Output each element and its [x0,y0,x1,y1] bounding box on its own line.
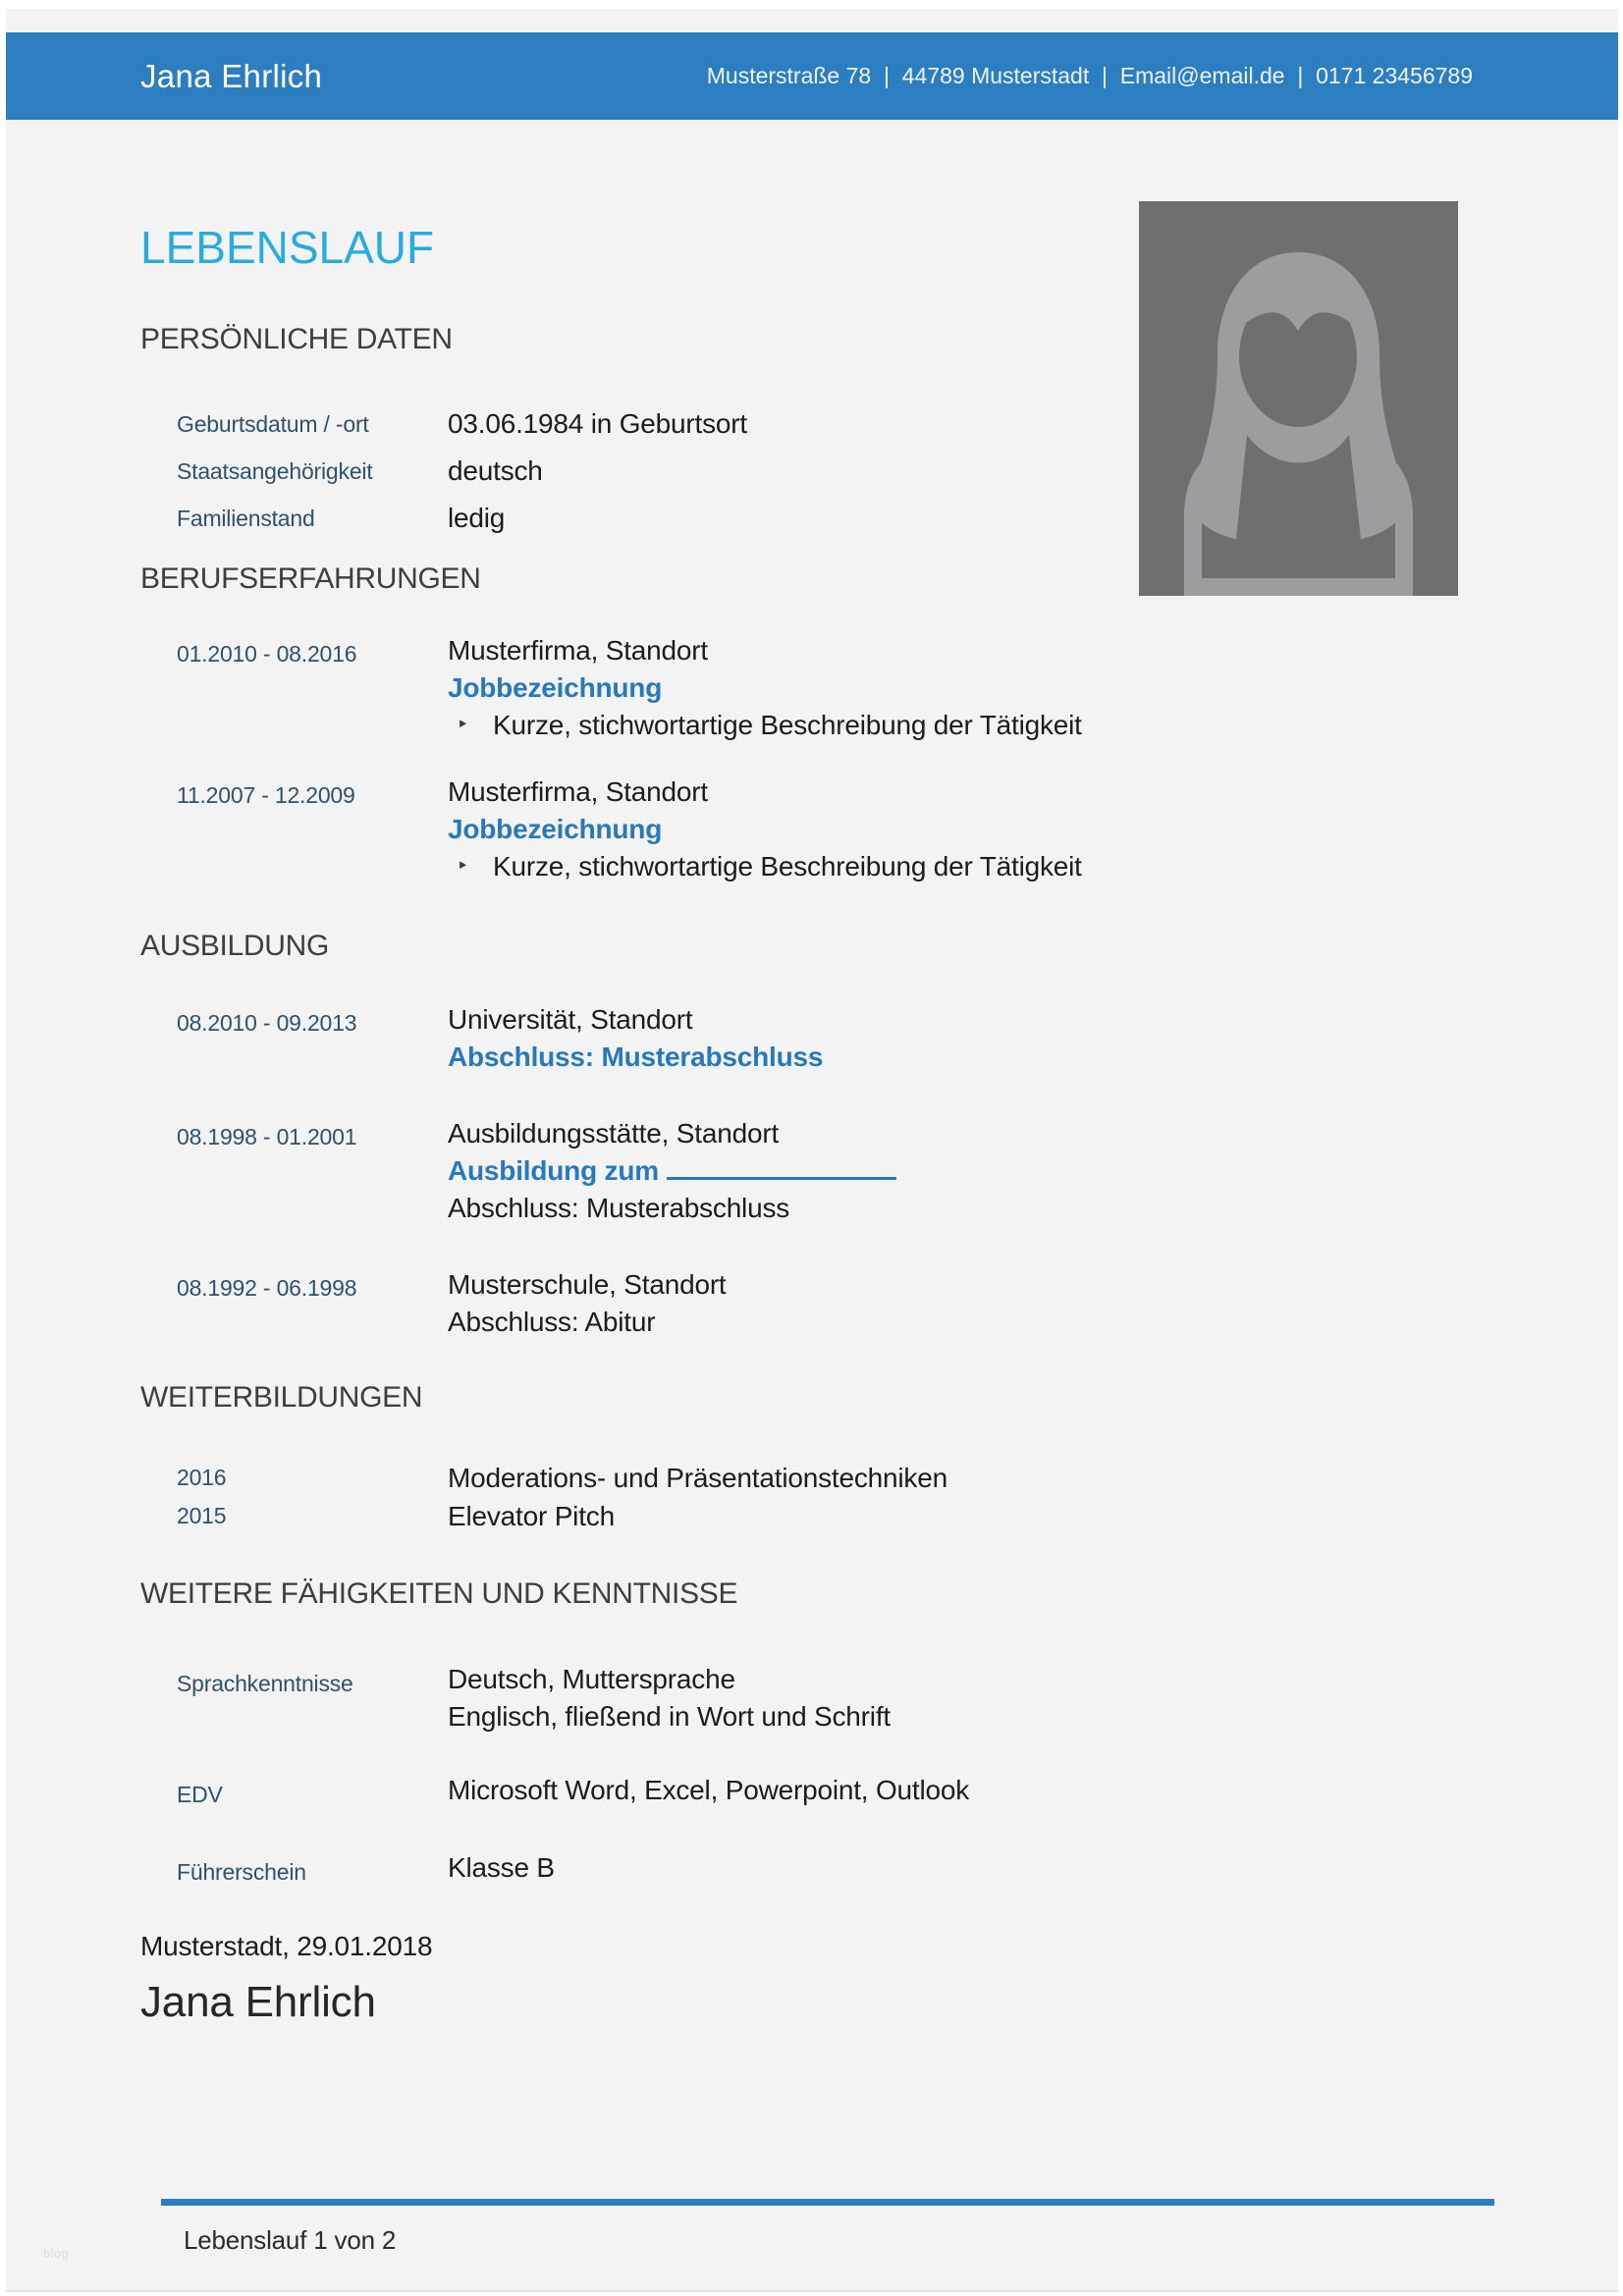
entry-details [448,774,1488,885]
person-silhouette-icon [1139,201,1458,596]
skills-values [448,1772,1488,1813]
signature-name: Jana Ehrlich [140,1978,376,2026]
skills-value-line: Klasse B [448,1852,555,1883]
training-table [177,1459,1488,1535]
skills-row [177,1849,1488,1891]
entry-note: Abschluss: Musterabschluss [448,1193,790,1223]
skills-label: Führerschein [177,1859,306,1885]
section-heading-berufserfahrungen: BERUFSERFAHRUNGEN [140,562,481,595]
section-heading-weiterbildungen: WEITERBILDUNGEN [140,1381,423,1414]
entry-institution: Musterschule, Standort [448,1269,727,1300]
entry-bullet-row [448,707,1488,744]
work-experience-entry [177,632,1488,744]
triangle-bullet-icon: ‣ [457,855,469,878]
header-contact-info: Musterstraße 78 | 44789 Musterstadt | Email@email.de | 0171 23456789 [706,63,1473,88]
entry-institution: Ausbildungsstätte, Standort [448,1118,780,1148]
photo-placeholder [1139,201,1458,596]
entry-bullet-row [448,848,1488,885]
personal-row-value: deutsch [448,455,543,486]
entry-period: 01.2010 - 08.2016 [177,641,357,667]
work-experience-entry [177,774,1488,885]
personal-row-label: Geburtsdatum / -ort [177,411,369,437]
education-list [177,1001,1488,1341]
work-experience-list [177,632,1488,885]
skills-value-line: Deutsch, Muttersprache [448,1664,735,1694]
skills-label: EDV [177,1782,223,1807]
section-heading-ausbildung: AUSBILDUNG [140,930,330,962]
skills-value-line: Microsoft Word, Excel, Powerpoint, Outlook [448,1775,970,1805]
entry-details [448,1266,1488,1341]
training-title: Moderations- und Präsentationstechniken [448,1463,947,1493]
entry-degree: Abschluss: Musterabschluss [448,1041,824,1072]
entry-period: 11.2007 - 12.2009 [177,782,355,808]
entry-job-title: Jobbezeichnung [448,672,663,703]
entry-note: Abschluss: Abitur [448,1307,656,1337]
personal-row-value: 03.06.1984 in Geburtsort [448,408,747,439]
personal-row-label: Staatsangehörigkeit [177,458,373,484]
page-title: LEBENSLAUF [140,222,435,273]
section-heading-persoenliche-daten: PERSÖNLICHE DATEN [140,323,453,355]
signature-place-date: Musterstadt, 29.01.2018 [140,1931,433,1961]
cv-page [6,9,1618,2292]
entry-period: 08.1992 - 06.1998 [177,1275,357,1301]
entry-details [448,1001,1488,1076]
education-entry [177,1001,1488,1076]
header-bar [6,32,1618,120]
triangle-bullet-icon: ‣ [457,714,469,736]
education-entry [177,1115,1488,1227]
skills-value-line: Englisch, fließend in Wort und Schrift [448,1701,891,1732]
entry-job-title: Jobbezeichnung [448,814,663,844]
entry-period: 08.2010 - 09.2013 [177,1010,357,1036]
skills-values [448,1849,1488,1891]
skills-values [448,1661,1488,1735]
personal-row-label: Familienstand [177,506,315,531]
education-entry [177,1266,1488,1341]
training-year: 2016 [177,1465,227,1490]
entry-degree: Ausbildung zum [448,1155,659,1186]
header-name: Jana Ehrlich [140,57,323,94]
entry-details [448,1115,1488,1227]
entry-company: Musterfirma, Standort [448,776,708,807]
entry-period: 08.1998 - 01.2001 [177,1124,357,1149]
watermark-text: blog [43,2246,70,2261]
entry-company: Musterfirma, Standort [448,635,708,666]
entry-degree-line [448,1152,1488,1190]
footer-page-label: Lebenslauf 1 von 2 [184,2225,397,2255]
blank-fill-line [667,1158,896,1180]
entry-details [448,632,1488,744]
personal-row-value: ledig [448,503,506,533]
skills-row [177,1661,1488,1735]
entry-bullet-text: Kurze, stichwortartige Beschreibung der Tätigkeit [493,851,1082,881]
training-year: 2015 [177,1503,227,1528]
skills-label: Sprachkenntnisse [177,1671,353,1696]
skills-table [177,1661,1488,1891]
entry-institution: Universität, Standort [448,1004,693,1035]
footer-divider-line [161,2199,1494,2206]
training-title: Elevator Pitch [448,1501,615,1531]
entry-bullet-text: Kurze, stichwortartige Beschreibung der Tätigkeit [493,710,1082,740]
skills-row [177,1772,1488,1813]
section-heading-faehigkeiten: WEITERE FÄHIGKEITEN UND KENNTNISSE [140,1577,738,1610]
